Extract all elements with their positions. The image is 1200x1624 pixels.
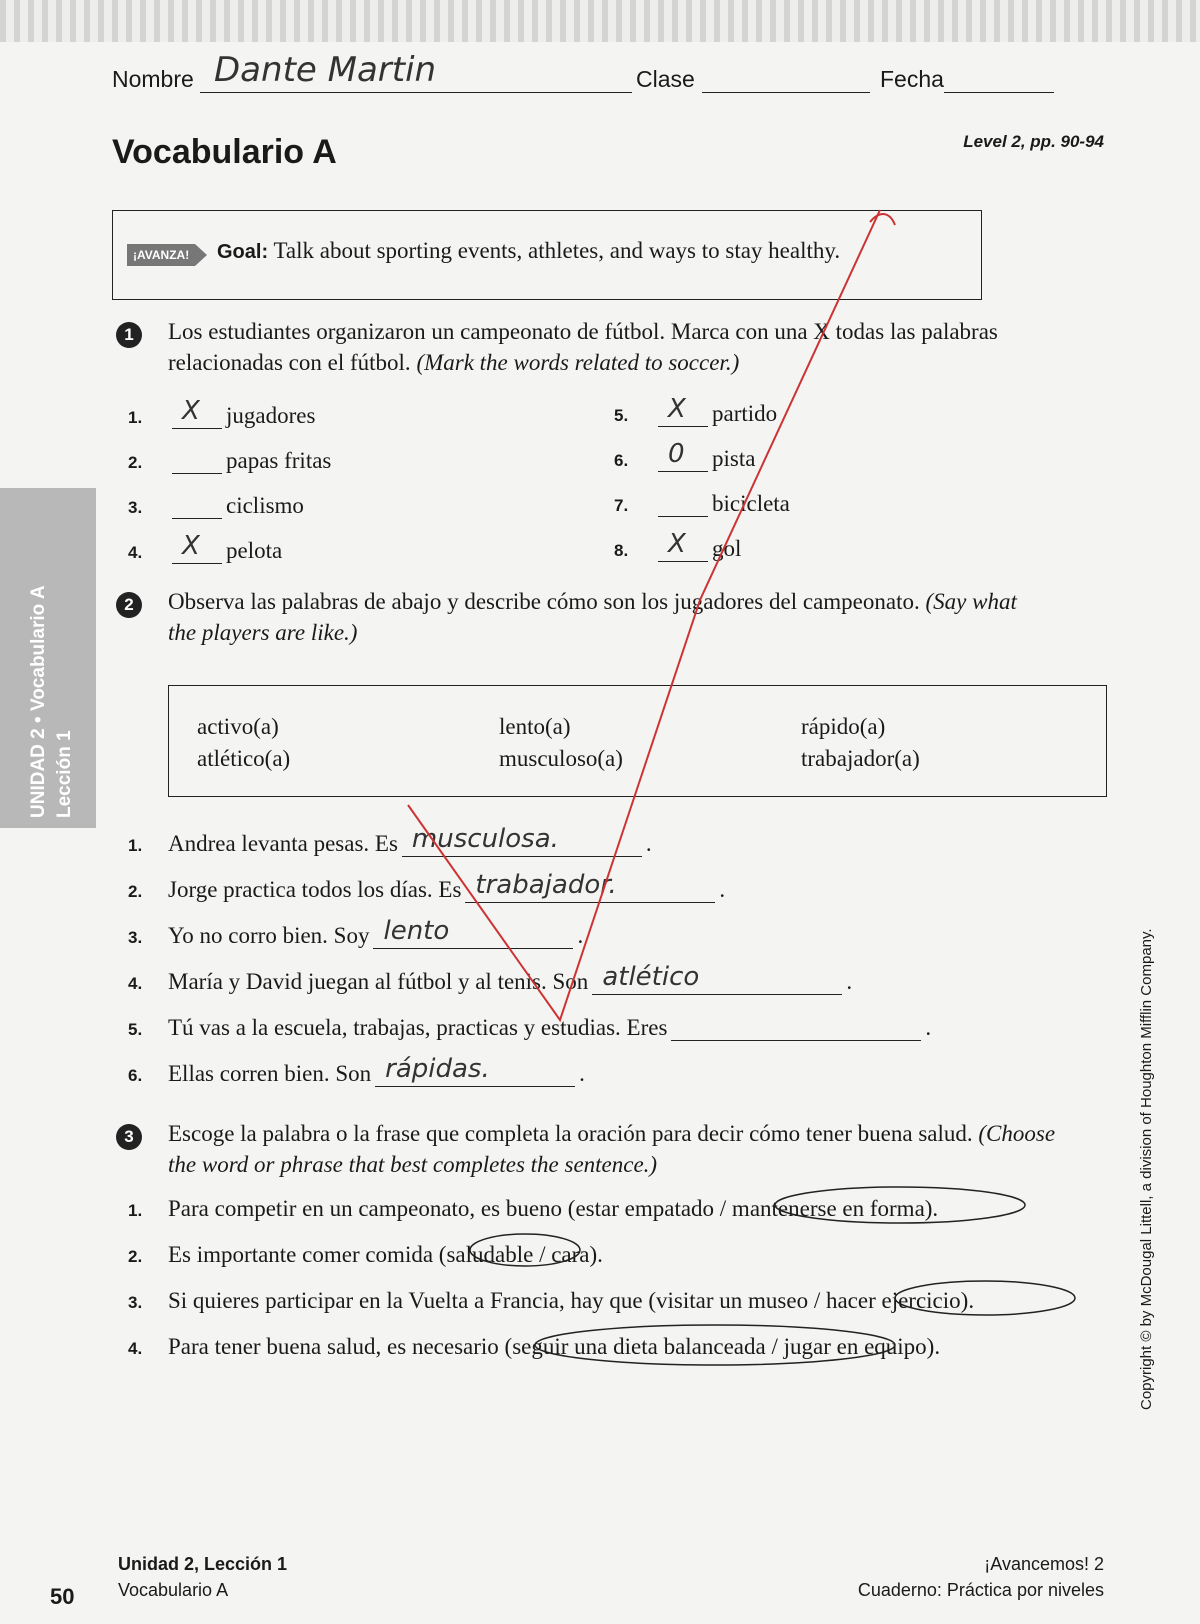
page-title: Vocabulario A	[112, 133, 337, 171]
nombre-handwritten: Dante Martin	[214, 50, 437, 90]
word-bank-item: atlético(a)	[197, 746, 291, 771]
goal-text	[217, 238, 840, 264]
item-number: 1.	[128, 408, 143, 427]
footer-book-sub: Cuaderno: Práctica por niveles	[857, 1580, 1104, 1600]
item-word: partido	[712, 401, 778, 426]
s2-item-5	[128, 1012, 931, 1041]
s1-blank[interactable]	[172, 445, 222, 474]
item-number: 1.	[128, 836, 143, 855]
s3-item-1	[128, 1196, 938, 1222]
s2-item-6	[128, 1054, 585, 1087]
section-1-instruction	[168, 316, 1098, 378]
s1-blank[interactable]	[172, 490, 222, 519]
section-1-badge: 1	[116, 322, 142, 348]
item-sentence[interactable]: Si quieres participar en la Vuelta a Francia, hay que (visitar un museo / hacer ejercicio).	[168, 1288, 975, 1313]
item-number: 6.	[128, 1066, 143, 1085]
footer-section: Vocabulario A	[118, 1580, 229, 1600]
word-bank-item: musculoso(a)	[499, 746, 623, 771]
s2-answer-blank[interactable]	[465, 870, 715, 903]
s1-blank[interactable]	[172, 396, 222, 429]
goal-description: Talk about sporting events, athletes, and ways to stay healthy.	[273, 238, 841, 263]
item-number: 4.	[128, 1339, 143, 1358]
item-number: 2.	[128, 1247, 143, 1266]
handwritten-answer: trabajador.	[475, 870, 617, 900]
item-sentence: María y David juegan al fútbol y al tenis. Son	[168, 969, 589, 994]
s1-item-7	[614, 488, 790, 517]
instruction-text: Los estudiantes organizaron un campeonato de fútbol. Marca con una X todas las palabras relacionadas con el fútbol.	[168, 319, 998, 375]
word-bank-item: trabajador(a)	[801, 746, 920, 771]
s1-item-5	[614, 394, 778, 427]
item-end: .	[846, 969, 853, 994]
item-sentence: Andrea levanta pesas. Es	[168, 831, 398, 856]
item-number: 5.	[614, 406, 629, 425]
s2-item-2	[128, 870, 726, 903]
nombre-line	[200, 92, 632, 93]
side-tab-line-2: Lección 1	[54, 730, 75, 818]
instruction-english: (Say what the players are like.)	[168, 589, 1017, 645]
footer-unit: Unidad 2, Lección 1	[118, 1554, 288, 1574]
s1-blank[interactable]	[658, 394, 708, 427]
side-tab-line-1: UNIDAD 2 • Vocabulario A	[28, 585, 49, 818]
page-number: 50	[50, 1584, 75, 1609]
item-word: papas fritas	[226, 448, 332, 473]
word-bank-item: activo(a)	[197, 714, 279, 739]
decorative-header-pattern	[0, 0, 1200, 42]
section-3-badge: 3	[116, 1124, 142, 1150]
s2-item-3	[128, 916, 584, 949]
item-number: 7.	[614, 496, 629, 515]
item-number: 4.	[128, 543, 143, 562]
s2-answer-blank[interactable]	[671, 1012, 921, 1041]
instruction-text: Escoge la palabra o la frase que completa la oración para decir cómo tener buena salud.	[168, 1121, 973, 1146]
s2-answer-blank[interactable]	[402, 824, 642, 857]
avanza-badge: ¡AVANZA!	[127, 244, 195, 266]
instruction-english: (Mark the words related to soccer.)	[416, 350, 740, 375]
handwritten-mark: 0	[668, 439, 685, 469]
s3-item-2	[128, 1242, 603, 1268]
s1-blank[interactable]	[172, 531, 222, 564]
instruction-english: (Choose the word or phrase that best completes the sentence.)	[168, 1121, 1056, 1177]
item-number: 2.	[128, 882, 143, 901]
s3-item-3	[128, 1288, 974, 1314]
handwritten-answer: atlético	[602, 962, 700, 992]
s1-item-6	[614, 439, 756, 472]
footer-book: ¡Avancemos! 2	[984, 1554, 1104, 1574]
s2-answer-blank[interactable]	[592, 962, 842, 995]
fecha-line	[944, 92, 1054, 93]
item-number: 1.	[128, 1201, 143, 1220]
s1-item-3	[128, 490, 304, 519]
item-word: jugadores	[226, 403, 316, 428]
clase-line	[702, 92, 870, 93]
item-number: 3.	[128, 928, 143, 947]
item-number: 8.	[614, 541, 629, 560]
item-end: .	[925, 1015, 932, 1040]
s1-item-2	[128, 445, 331, 474]
word-bank-item: rápido(a)	[801, 714, 886, 739]
s1-item-4	[128, 531, 283, 564]
s1-item-8	[614, 529, 742, 562]
handwritten-answer: lento	[383, 916, 450, 946]
item-word: bicicleta	[712, 491, 790, 516]
section-2-badge: 2	[116, 592, 142, 618]
handwritten-answer: rápidas.	[385, 1054, 490, 1084]
goal-box	[112, 210, 982, 300]
item-end: .	[579, 1061, 585, 1086]
s2-item-1	[128, 824, 652, 857]
s2-answer-blank[interactable]	[375, 1054, 575, 1087]
item-sentence: Ellas corren bien. Son	[168, 1061, 372, 1086]
item-sentence: Yo no corro bien. Soy	[168, 923, 370, 948]
handwritten-mark: X	[182, 396, 200, 426]
item-sentence: Tú vas a la escuela, trabajas, practicas y estudias. Eres	[168, 1015, 668, 1040]
s2-item-4	[128, 962, 853, 995]
section-3-instruction	[168, 1118, 1068, 1180]
section-2-instruction	[168, 586, 1048, 648]
s1-blank[interactable]	[658, 529, 708, 562]
level-reference: Level 2, pp. 90-94	[963, 132, 1104, 151]
item-end: .	[645, 831, 652, 856]
nombre-label: Nombre	[112, 66, 194, 92]
handwritten-mark: X	[182, 531, 200, 561]
item-number: 2.	[128, 453, 143, 472]
word-bank	[168, 685, 1107, 797]
item-sentence: Jorge practica todos los días. Es	[168, 877, 462, 902]
handwritten-answer: musculosa.	[411, 824, 559, 854]
handwritten-mark: X	[668, 529, 686, 559]
item-number: 4.	[128, 974, 143, 993]
item-sentence[interactable]: Para tener buena salud, es necesario (seguir una dieta balanceada / jugar en equipo).	[168, 1334, 941, 1359]
item-word: ciclismo	[226, 493, 304, 518]
s1-blank[interactable]	[658, 488, 708, 517]
s2-answer-blank[interactable]	[373, 916, 573, 949]
clase-label: Clase	[636, 66, 695, 92]
item-word: pelota	[226, 538, 283, 563]
item-word: pista	[712, 446, 756, 471]
item-number: 5.	[128, 1020, 143, 1039]
goal-label: Goal:	[217, 241, 269, 263]
s3-item-4	[128, 1334, 940, 1360]
fecha-label: Fecha	[880, 66, 944, 92]
item-end: .	[719, 877, 726, 902]
item-number: 3.	[128, 498, 143, 517]
instruction-text: Observa las palabras de abajo y describe cómo son los jugadores del campeonato.	[168, 589, 920, 614]
item-number: 6.	[614, 451, 629, 470]
handwritten-mark: X	[668, 394, 686, 424]
s1-item-1	[128, 396, 316, 429]
item-word: gol	[712, 536, 742, 561]
copyright-notice: Copyright © by McDougal Littell, a division of Houghton Mifflin Company.	[1138, 928, 1155, 1410]
word-bank-item: lento(a)	[499, 714, 571, 739]
s1-blank[interactable]	[658, 439, 708, 472]
item-end: .	[577, 923, 584, 948]
item-sentence[interactable]: Para competir en un campeonato, es bueno (estar empatado / mantenerse en forma).	[168, 1196, 939, 1221]
item-sentence[interactable]: Es importante comer comida (saludable / cara).	[168, 1242, 603, 1267]
item-number: 3.	[128, 1293, 143, 1312]
